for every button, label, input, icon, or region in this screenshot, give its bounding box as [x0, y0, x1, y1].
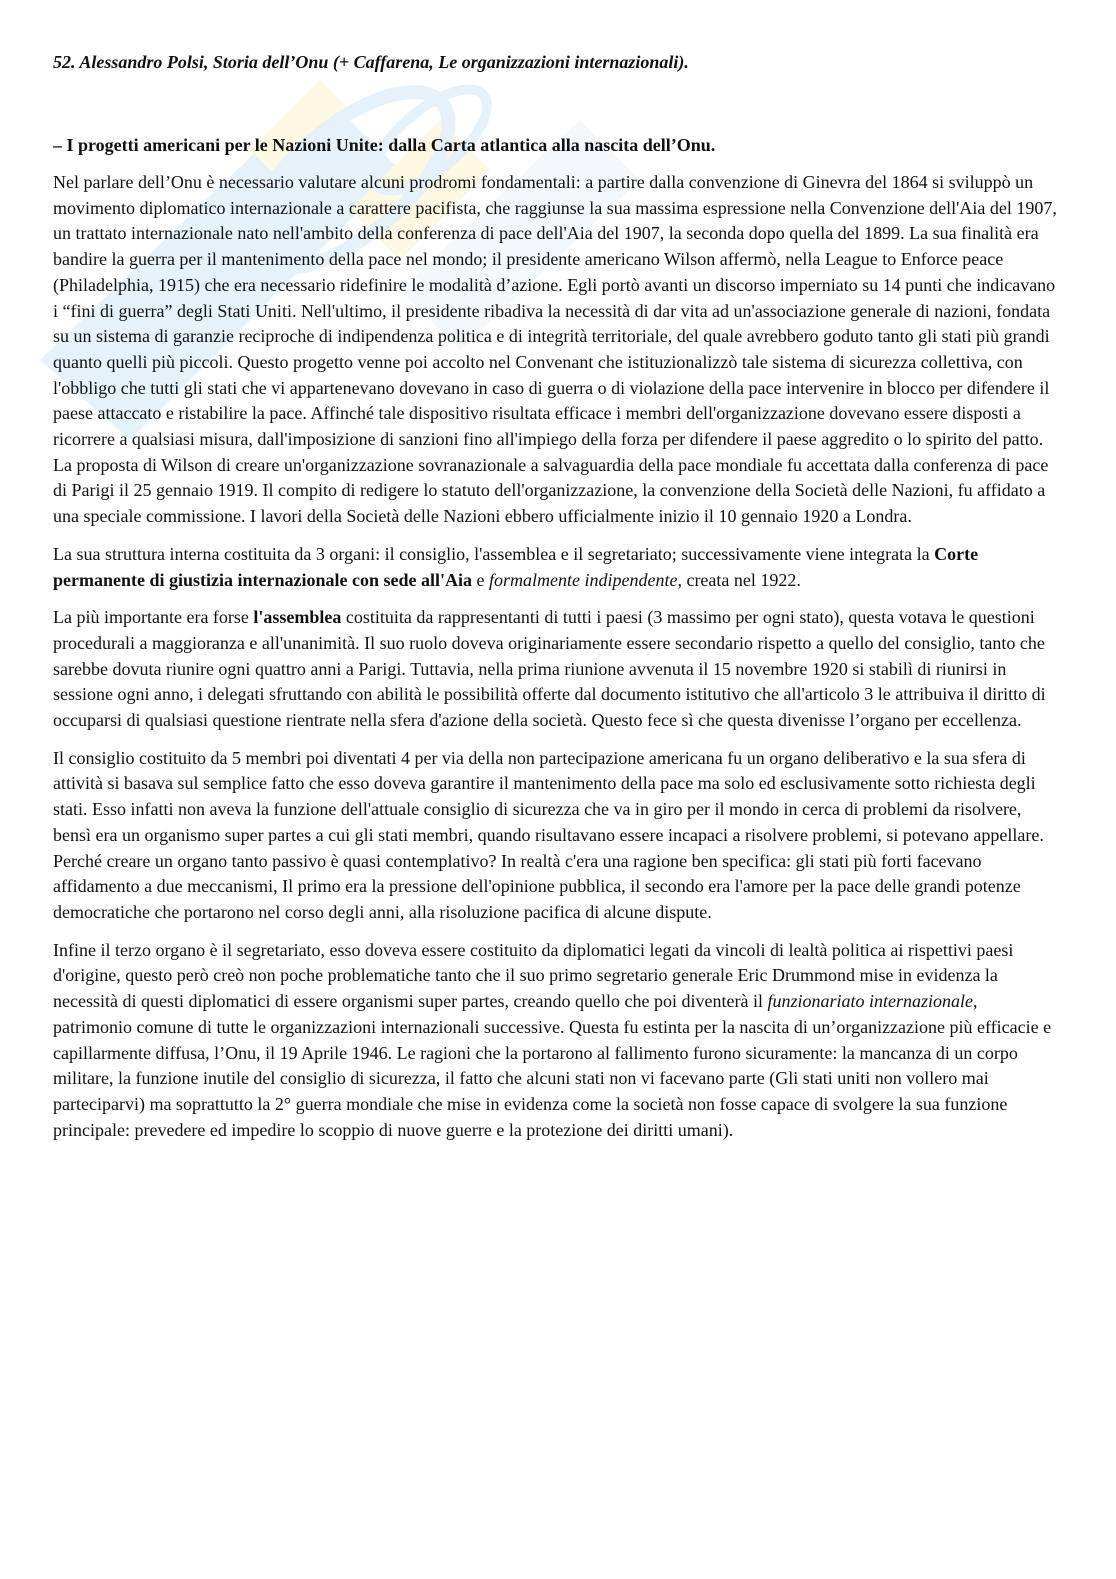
paragraph-2-italic: formalmente indipendente	[488, 569, 678, 590]
paragraph-2-text-c: , creata nel 1922.	[677, 569, 801, 590]
section-heading: – I progetti americani per le Nazioni Unite: dalla Carta atlantica alla nascita dell’Onu.	[53, 135, 716, 155]
paragraph-3-text-a: La più importante era forse	[53, 607, 254, 628]
paragraph-4: Il consiglio costituito da 5 membri poi diventati 4 per via della non partecipazione americana fu un organo deliberativo e la sua sfera di attività si basava sul semplice fatto che esso doveva garantire il mantenimento della pace ma solo ed esclusivamente sotto richiesta degli stati. Esso infatti non aveva la funzione dell'attuale consiglio di sicurezza che va in giro per il mondo in cerca di problemi da risolvere, bensì era un organismo super partes a cui gli stati membri, quando risultavano essere incapaci a risolvere problemi, si potevano appellare. Perché creare un organo tanto passivo è quasi contemplativo? In realtà c'era una ragione ben specifica: gli stati più forti facevano affidamento a due meccanismi, Il primo era la pressione dell'opinione pubblica, il secondo era l'amore per la pace delle grandi potenze democratiche che portarono nel corso degli anni, alla risoluzione pacifica di alcune dispute.	[53, 747, 1044, 922]
paragraph-1: Nel parlare dell’Onu è necessario valutare alcuni prodromi fondamentali: a partire dalla convenzione di Ginevra del 1864 si sviluppò un movimento diplomatico internazionale a carattere pacifista, che raggiunse la sua massima espressione nella Convenzione dell'Aia del 1907, un trattato internazionale nato nell'ambito della conferenza di pace dell'Aia del 1907, la seconda dopo quella del 1899. La sua finalità era bandire la guerra per il mantenimento della pace nel mondo; il presidente americano Wilson affermò, nella League to Enforce peace (Philadelphia, 1915) che era necessario ridefinire le modalità d’azione. Egli portò avanti un discorso imperniato su 14 punti che indicavano i “fini di guerra” degli Stati Uniti. Nell'ultimo, il presidente ribadiva la necessità di dar vita ad un'associazione generale di nazioni, fondata su un sistema di garanzie reciproche di indipendenza politica e di integrità territoriale, del quale avrebbero goduto tanto gli stati più grandi quanto quelli più piccoli. Questo progetto venne poi accolto nel Convenant che istituzionalizzò tale sistema di sicurezza collettiva, con l'obbligo che tutti gli stati che vi appartenevano dovevano in caso di guerra o di violazione della pace intervenire in blocco per difendere il paese attaccato e ristabilire la pace. Affinché tale dispositivo risultata efficace i membri dell'organizzazione dovevano essere disposti a ricorrere a qualsiasi misura, dall'imposizione di sanzioni fino all'impiego della forza per difendere il paese aggredito o lo spirito del patto. La proposta di Wilson di creare un'organizzazione sovranazionale a salvaguardia della pace mondiale fu accettata dalla conferenza di pace di Parigi il 25 gennaio 1919. Il compito di redigere lo statuto dell'organizzazione, la convenzione della Società delle Nazioni, fu affidato a una speciale commissione. I lavori della Società delle Nazioni ebbero ufficialmente inizio il 10 gennaio 1920 a Londra.	[53, 172, 1057, 527]
paragraph-3-text-b: costituita da rappresentanti di tutti i paesi (3 massimo per ogni stato), questa votava le questioni procedurali a maggioranza e all'unanimità. Il suo ruolo doveva originariamente essere secondario rispetto a quello del consiglio, tanto che sarebbe dovuta riunire ogni quattro anni a Parigi. Tuttavia, nella prima riunione avvenuta il 15 novembre 1920 si stabilì di riunirsi in sessione ogni anno, i delegati sfruttando con abilità le possibilità offerte dal documento istitutivo che all'articolo 3 le attribuiva il diritto di occuparsi di qualsiasi questione rientrate nella sfera d'azione della società. Questo fece sì che questa divenisse l’organo per eccellenza.	[53, 607, 1046, 731]
paragraph-3-bold: l'assemblea	[253, 607, 342, 628]
paragraph-2	[53, 542, 1060, 593]
paragraph-2-text-b: e	[471, 569, 489, 590]
paragraph-2-bold: Corte permanente di giustizia internazionale con sede all'Aia	[53, 543, 979, 590]
paragraph-3	[53, 605, 1060, 734]
paragraph-5-text-a: Infine il terzo organo è il segretariato, esso doveva essere costituito da diplomatici legati da vincoli di lealtà politica ai rispettivi paesi d'origine, questo però creò non poche problematiche tanto che il suo primo segretario generale Eric Drummond mise in evidenza la necessità di questi diplomatici di essere organismi super partes, creando quello che poi diventerà il	[53, 939, 1014, 1012]
paragraph-5-text-b: , patrimonio comune di tutte le organizzazioni internazionali successive. Questa fu estinta per la nascita di un’organizzazione più efficacie e capillarmente diffusa, l’Onu, il 19 Aprile 1946. Le ragioni che la portarono al fallimento furono sicuramente: la mancanza di un corpo militare, la funzione inutile del consiglio di sicurezza, il fatto che alcuni stati non vi facevano parte (Gli stati uniti non vollero mai parteciparvi) ma soprattutto la 2° guerra mondiale che mise in evidenza come la società non fosse capace di svolgere la sua funzione principale: prevedere ed impedire lo scoppio di nuove guerre e la protezione dei diritti umani).	[53, 991, 1052, 1140]
paragraph-5-italic: funzionariato internazionale	[767, 991, 973, 1012]
paragraph-2-text-a: La sua struttura interna costituita da 3 organi: il consiglio, l'assemblea e il segretariato; successivamente viene integrata la	[53, 543, 935, 564]
document-title: 52. Alessandro Polsi, Storia dell’Onu (+ Caffarena, Le organizzazioni internazionali).	[53, 52, 689, 72]
paragraph-5	[53, 938, 1060, 1144]
